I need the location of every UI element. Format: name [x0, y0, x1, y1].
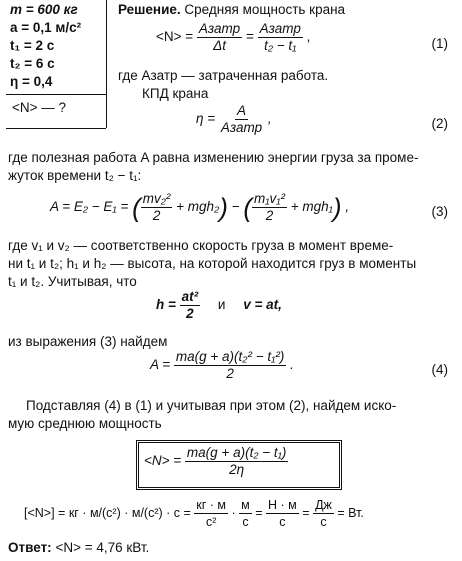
given-divider	[6, 94, 106, 95]
eq3-den1: 2	[152, 208, 161, 223]
u3-num: Н · м	[268, 498, 297, 512]
kpd-label: КПД крана	[142, 86, 209, 101]
answer-line	[8, 540, 149, 555]
eq4-num: ma(g + a)(t₂² − t₁²)	[175, 349, 285, 364]
units-eq2: =	[302, 505, 310, 520]
solution-heading-line	[118, 2, 345, 17]
u3-den: с	[279, 515, 286, 529]
paragraph-line-5: t₁ и t₂. Учитывая, что	[8, 274, 137, 289]
solution-intro: Средняя мощность крана	[184, 2, 346, 17]
eq1-frac2	[258, 22, 303, 53]
eq3-den2: 2	[265, 208, 274, 223]
equation-1: <N> = $\frac{\text{Aзатр}}{\Delta t}$ = $\frac{\text{Aзатр}}{\text{t₂ − t₁}}$ ,	[156, 21, 311, 53]
units-frac3	[266, 498, 299, 529]
eq1-lhs: <N> =	[156, 29, 194, 45]
equation-3: A = E₂ − E₁ = ( $\frac{\text{mv₂²}}{2}$ + mgh₂) − ( $\frac{\text{m₁v₁²}}{2}$ + mgh₁) ,	[50, 191, 350, 223]
box-frac	[185, 446, 288, 477]
given-m: m = 600 кг	[10, 2, 78, 17]
paragraph-line-6: из выражения (3) найдем	[8, 334, 168, 349]
equation-2: η = $\frac{A}{\text{Aзатр}}$ ,	[196, 103, 272, 135]
box-lhs: <N> =	[144, 453, 182, 469]
eq3-frac1	[141, 192, 173, 223]
units-line	[24, 498, 364, 529]
given-eta: η = 0,4	[10, 74, 53, 89]
solution-heading: Решение.	[118, 2, 181, 17]
eq3-number: (3)	[431, 204, 448, 219]
eq3-minus: −	[231, 199, 240, 215]
units-dot: ·	[231, 505, 236, 520]
eq2-lhs: η =	[196, 111, 216, 127]
h-and: и	[217, 297, 226, 313]
box-den: 2η	[229, 462, 245, 477]
v-eq: v = at,	[243, 297, 282, 313]
units-frac1	[194, 498, 228, 529]
eq1-num1: Aзатр	[198, 21, 241, 36]
eq4-dot: .	[290, 357, 294, 373]
eq3-tail2: + mgh₁	[290, 199, 333, 215]
where-aexp: где Aзатр — затраченная работа.	[118, 68, 329, 83]
u4-num: Дж	[315, 498, 332, 512]
paragraph-line-7: Подставляя (4) в (1) и учитывая при этом (2), найдем иско-	[26, 398, 397, 413]
u4-den: с	[320, 515, 327, 529]
eq3-lhs: A = E₂ − E₁ =	[50, 199, 129, 215]
eq1-den2: t₂ − t₁	[264, 38, 297, 53]
eq2-den: Aзатр	[220, 120, 263, 135]
given-bottom-line	[6, 128, 106, 129]
eq4-frac	[174, 350, 286, 381]
units-frac4	[313, 498, 334, 529]
given-find: <N> — ?	[12, 100, 67, 115]
equation-h-v	[156, 290, 282, 321]
u1-num: кг · м	[196, 498, 227, 512]
eq4-den: 2	[226, 366, 234, 381]
given-t1: t₁ = 2 с	[10, 38, 55, 53]
h-frac	[180, 290, 201, 321]
eq3-num1: mv₂²	[142, 191, 171, 206]
u2-num: м	[241, 498, 250, 512]
eq4-number: (4)	[431, 362, 448, 377]
answer-label: Ответ:	[8, 540, 52, 555]
given-t2: t₂ = 6 с	[10, 56, 55, 71]
eq1-den1: Δt	[213, 38, 226, 53]
paragraph-line-2: жуток времени t₂ − t₁:	[8, 168, 142, 183]
u2-den: с	[242, 515, 249, 529]
h-num: at²	[181, 289, 199, 304]
eq4-lhs: A =	[150, 357, 171, 373]
u1-den: с²	[205, 515, 217, 529]
units-eq1: =	[255, 505, 263, 520]
equation-4	[150, 350, 294, 381]
paragraph-line-1: где полезная работа A равна изменению энергии груза за проме-	[8, 150, 419, 165]
units-lhs: [<N>] = кг · м/(с²) · м/(с²) · с =	[24, 505, 191, 520]
units-end: = Вт.	[337, 505, 364, 520]
units-frac2	[239, 498, 252, 529]
eq3-tail1: + mgh₂	[176, 199, 220, 215]
eq3-num2: m₁v₁²	[253, 191, 285, 206]
h-lhs: h =	[156, 297, 176, 313]
paragraph-line-3: где v₁ и v₂ — соответственно скорость груза в момент време-	[8, 238, 394, 253]
given-a: a = 0,1 м/с²	[10, 20, 82, 35]
eq1-number: (1)	[431, 36, 448, 51]
eq2-num: A	[237, 103, 247, 118]
h-den: 2	[186, 306, 194, 321]
paragraph-line-4: ни t₁ и t₂; h₁ и h₂ — высота, на которой находится груз в моменты	[8, 256, 417, 271]
eq1-num2: Aзатр	[259, 21, 301, 36]
given-separator	[106, 0, 107, 128]
eq3-frac2	[252, 192, 287, 223]
box-num: ma(g + a)(t₂ − t₁)	[186, 445, 287, 460]
eq2-frac	[219, 104, 264, 135]
answer-value: <N> = 4,76 кВт.	[55, 540, 150, 555]
paragraph-line-8: мую среднюю мощность	[8, 416, 162, 431]
eq1-equals: =	[245, 29, 254, 45]
boxed-formula	[144, 446, 288, 477]
eq2-number: (2)	[431, 116, 448, 131]
eq1-frac1	[197, 22, 242, 53]
